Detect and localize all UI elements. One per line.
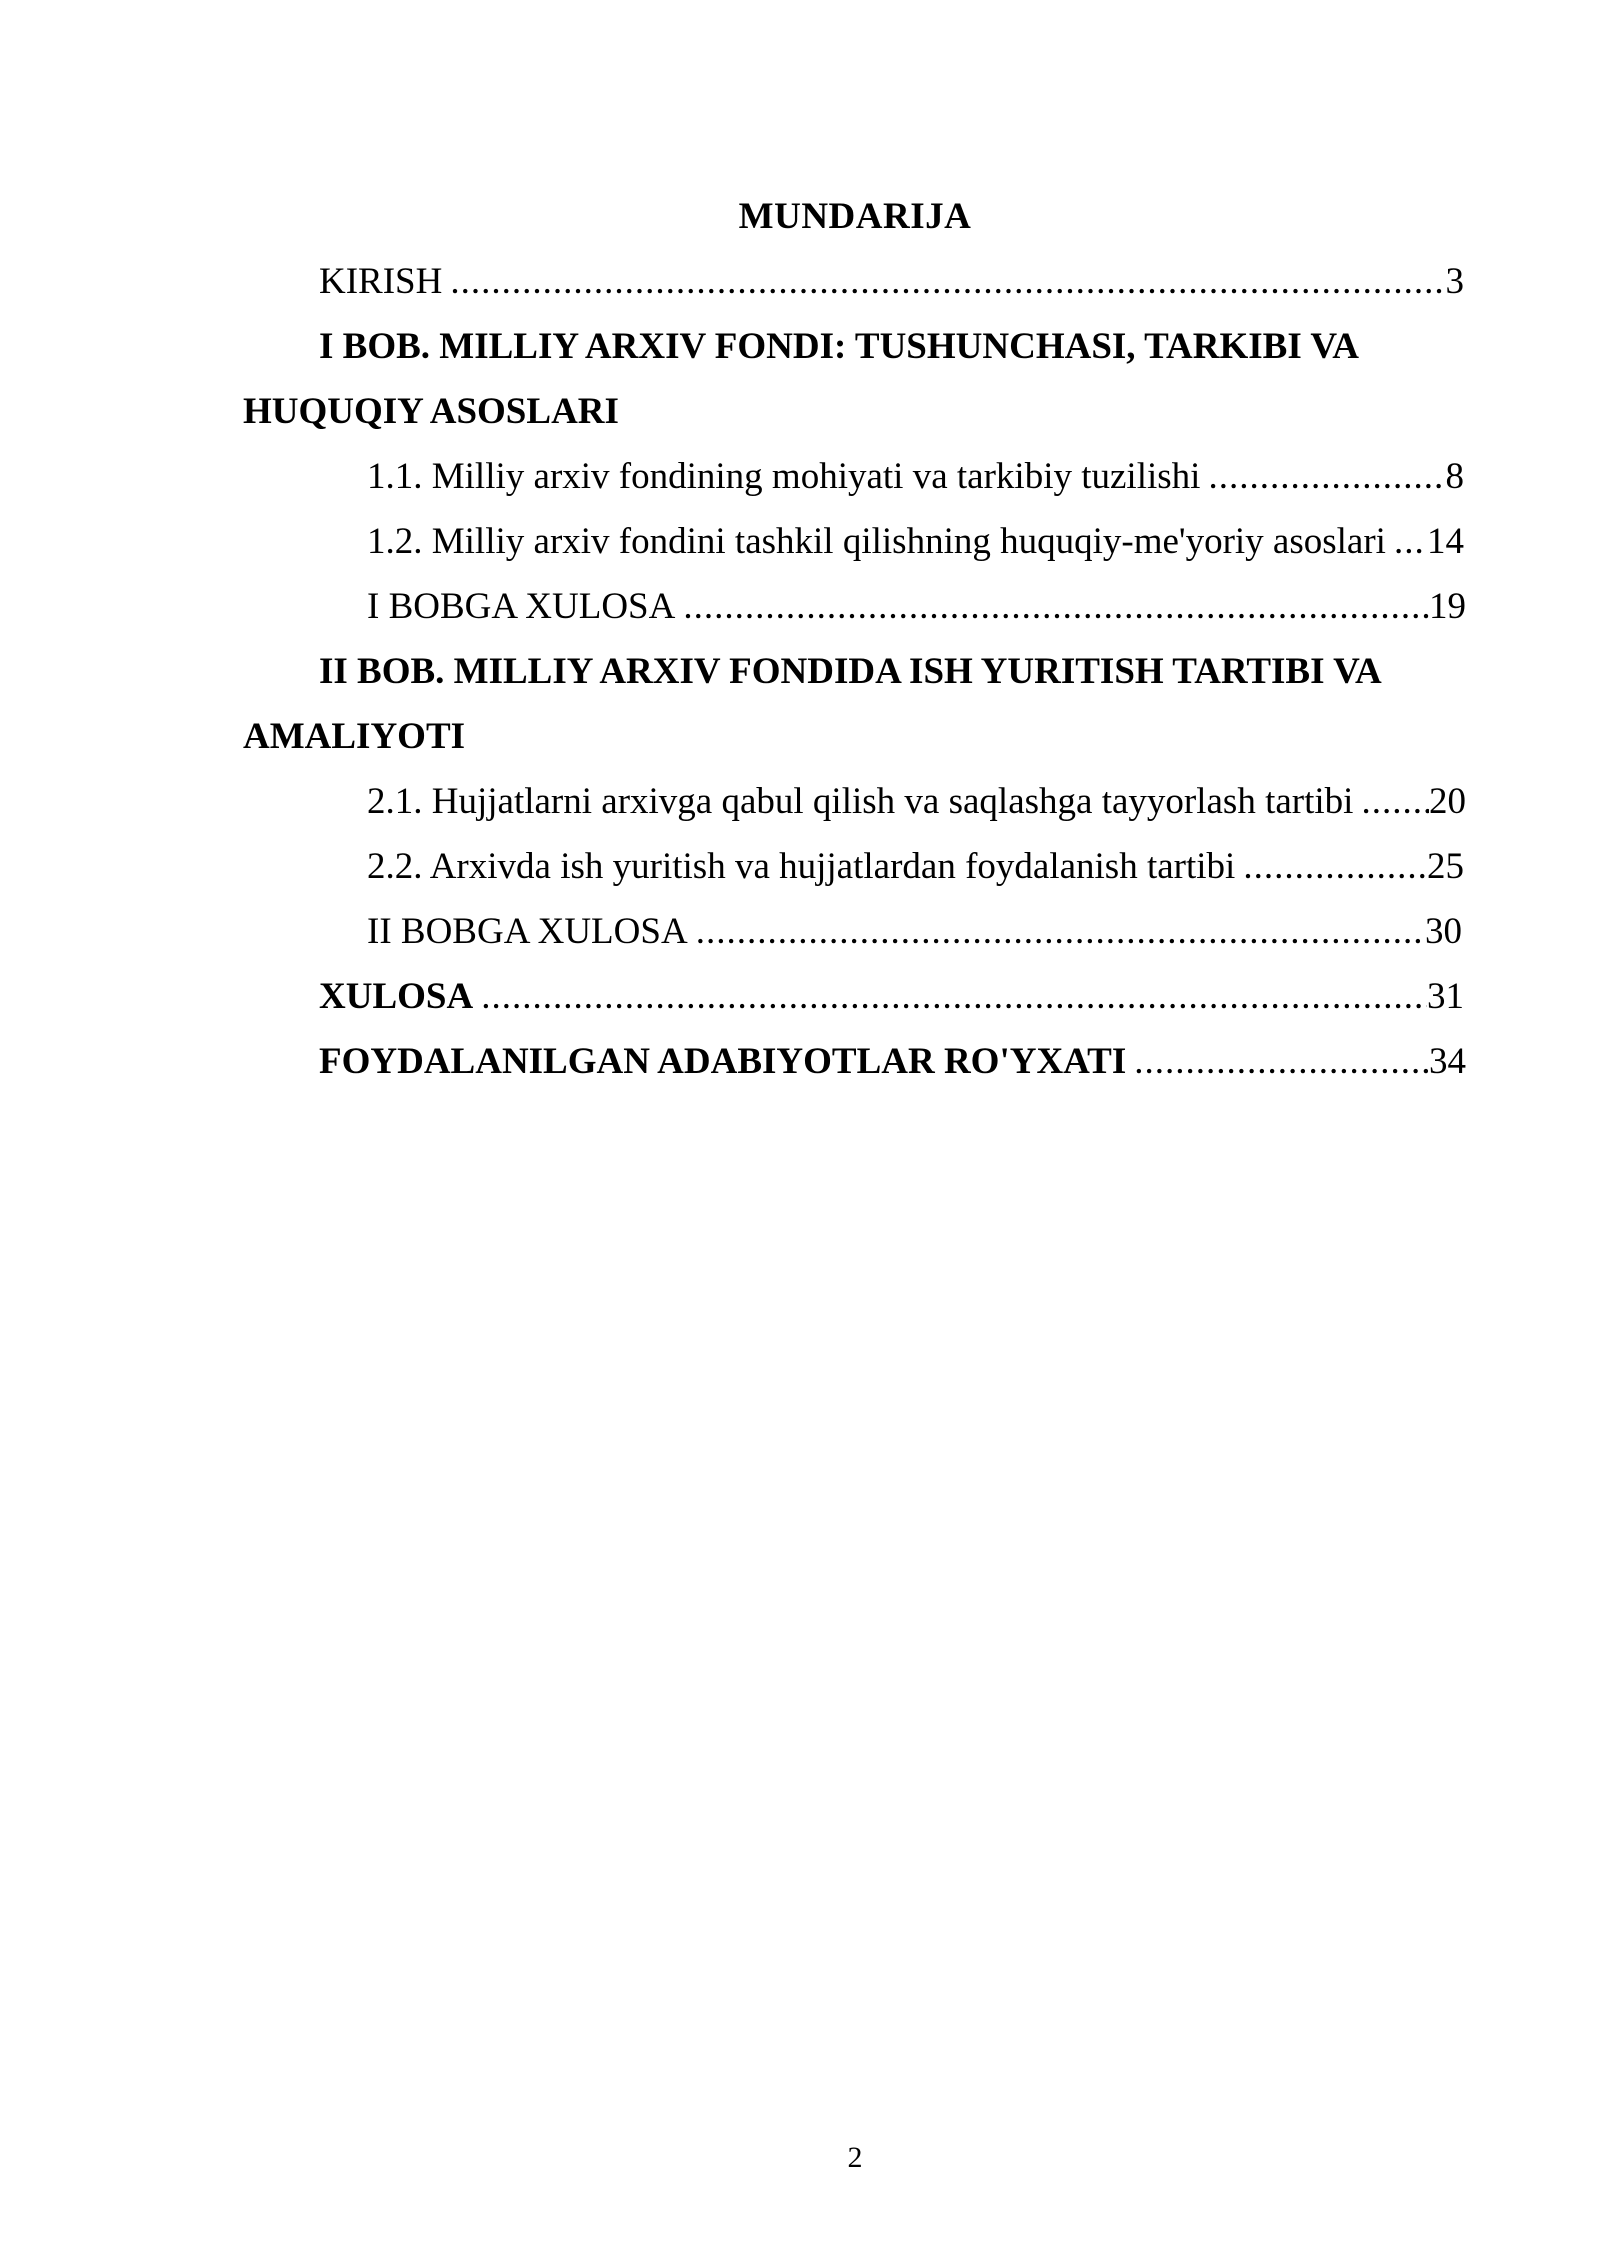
toc-chapter-1-line-2[interactable]: HUQUQIY ASOSLARI [243, 391, 619, 432]
toc-leader-dots [675, 584, 1429, 630]
toc-entry-page: 19 [1429, 586, 1466, 627]
toc-entry-conclusion-2[interactable] [367, 909, 1462, 955]
toc-entry-page: 25 [1427, 846, 1464, 887]
toc-entry-label: I BOBGA XULOSA [367, 586, 676, 627]
toc-entry-page: 3 [1445, 261, 1464, 302]
toc-leader-dots [688, 909, 1425, 955]
toc-chapter-2-line-1[interactable]: II BOB. MILLIY ARXIV FONDIDA ISH YURITISH TARTIBI VA [319, 651, 1382, 692]
toc-entry-label: XULOSA [319, 976, 474, 1017]
page-title: MUNDARIJA [738, 196, 972, 237]
toc-entry-conclusion-1[interactable] [367, 584, 1466, 630]
toc-entry-label: 1.2. Milliy arxiv fondini tashkil qilishning huquqiy-me'yoriy asoslari [367, 521, 1386, 562]
toc-entry-section-1-1[interactable] [367, 454, 1464, 500]
toc-chapter-1-line-1[interactable]: I BOB. MILLIY ARXIV FONDI: TUSHUNCHASI, TARKIBI VA [319, 326, 1360, 367]
toc-entry-section-2-2[interactable] [367, 844, 1464, 890]
toc-entry-section-1-2[interactable] [367, 519, 1464, 565]
toc-entry-page: 14 [1427, 521, 1464, 562]
toc-entry-label: 1.1. Milliy arxiv fondining mohiyati va tarkibiy tuzilishi [367, 456, 1201, 497]
toc-entry-page: 8 [1445, 456, 1464, 497]
toc-entry-label: II BOBGA XULOSA [367, 911, 688, 952]
toc-entry-page: 30 [1425, 911, 1462, 952]
toc-entry-xulosa[interactable] [319, 974, 1464, 1020]
toc-leader-dots [1353, 779, 1429, 825]
toc-leader-dots [1126, 1039, 1429, 1085]
toc-leader-dots [442, 259, 1445, 305]
toc-leader-dots [1200, 454, 1445, 500]
toc-entry-section-2-1[interactable] [367, 779, 1466, 825]
toc-entry-label: 2.2. Arxivda ish yuritish va hujjatlardan foydalanish tartibi [367, 846, 1236, 887]
toc-leader-dots [1235, 844, 1427, 890]
toc-entry-page: 20 [1429, 781, 1466, 822]
toc-entry-label: 2.1. Hujjatlarni arxivga qabul qilish va saqlashga tayyorlash tartibi [367, 781, 1354, 822]
toc-leader-dots [1386, 519, 1427, 565]
toc-entry-references[interactable] [319, 1039, 1466, 1085]
toc-entry-label: KIRISH [319, 261, 443, 302]
toc-entry-page: 34 [1429, 1041, 1466, 1082]
page-number: 2 [847, 2141, 863, 2174]
toc-leader-dots [473, 974, 1427, 1020]
toc-entry-kirish[interactable] [319, 259, 1464, 305]
toc-entry-label: FOYDALANILGAN ADABIYOTLAR RO'YXATI [319, 1041, 1127, 1082]
toc-entry-page: 31 [1427, 976, 1464, 1017]
toc-chapter-2-line-2[interactable]: AMALIYOTI [243, 716, 466, 757]
